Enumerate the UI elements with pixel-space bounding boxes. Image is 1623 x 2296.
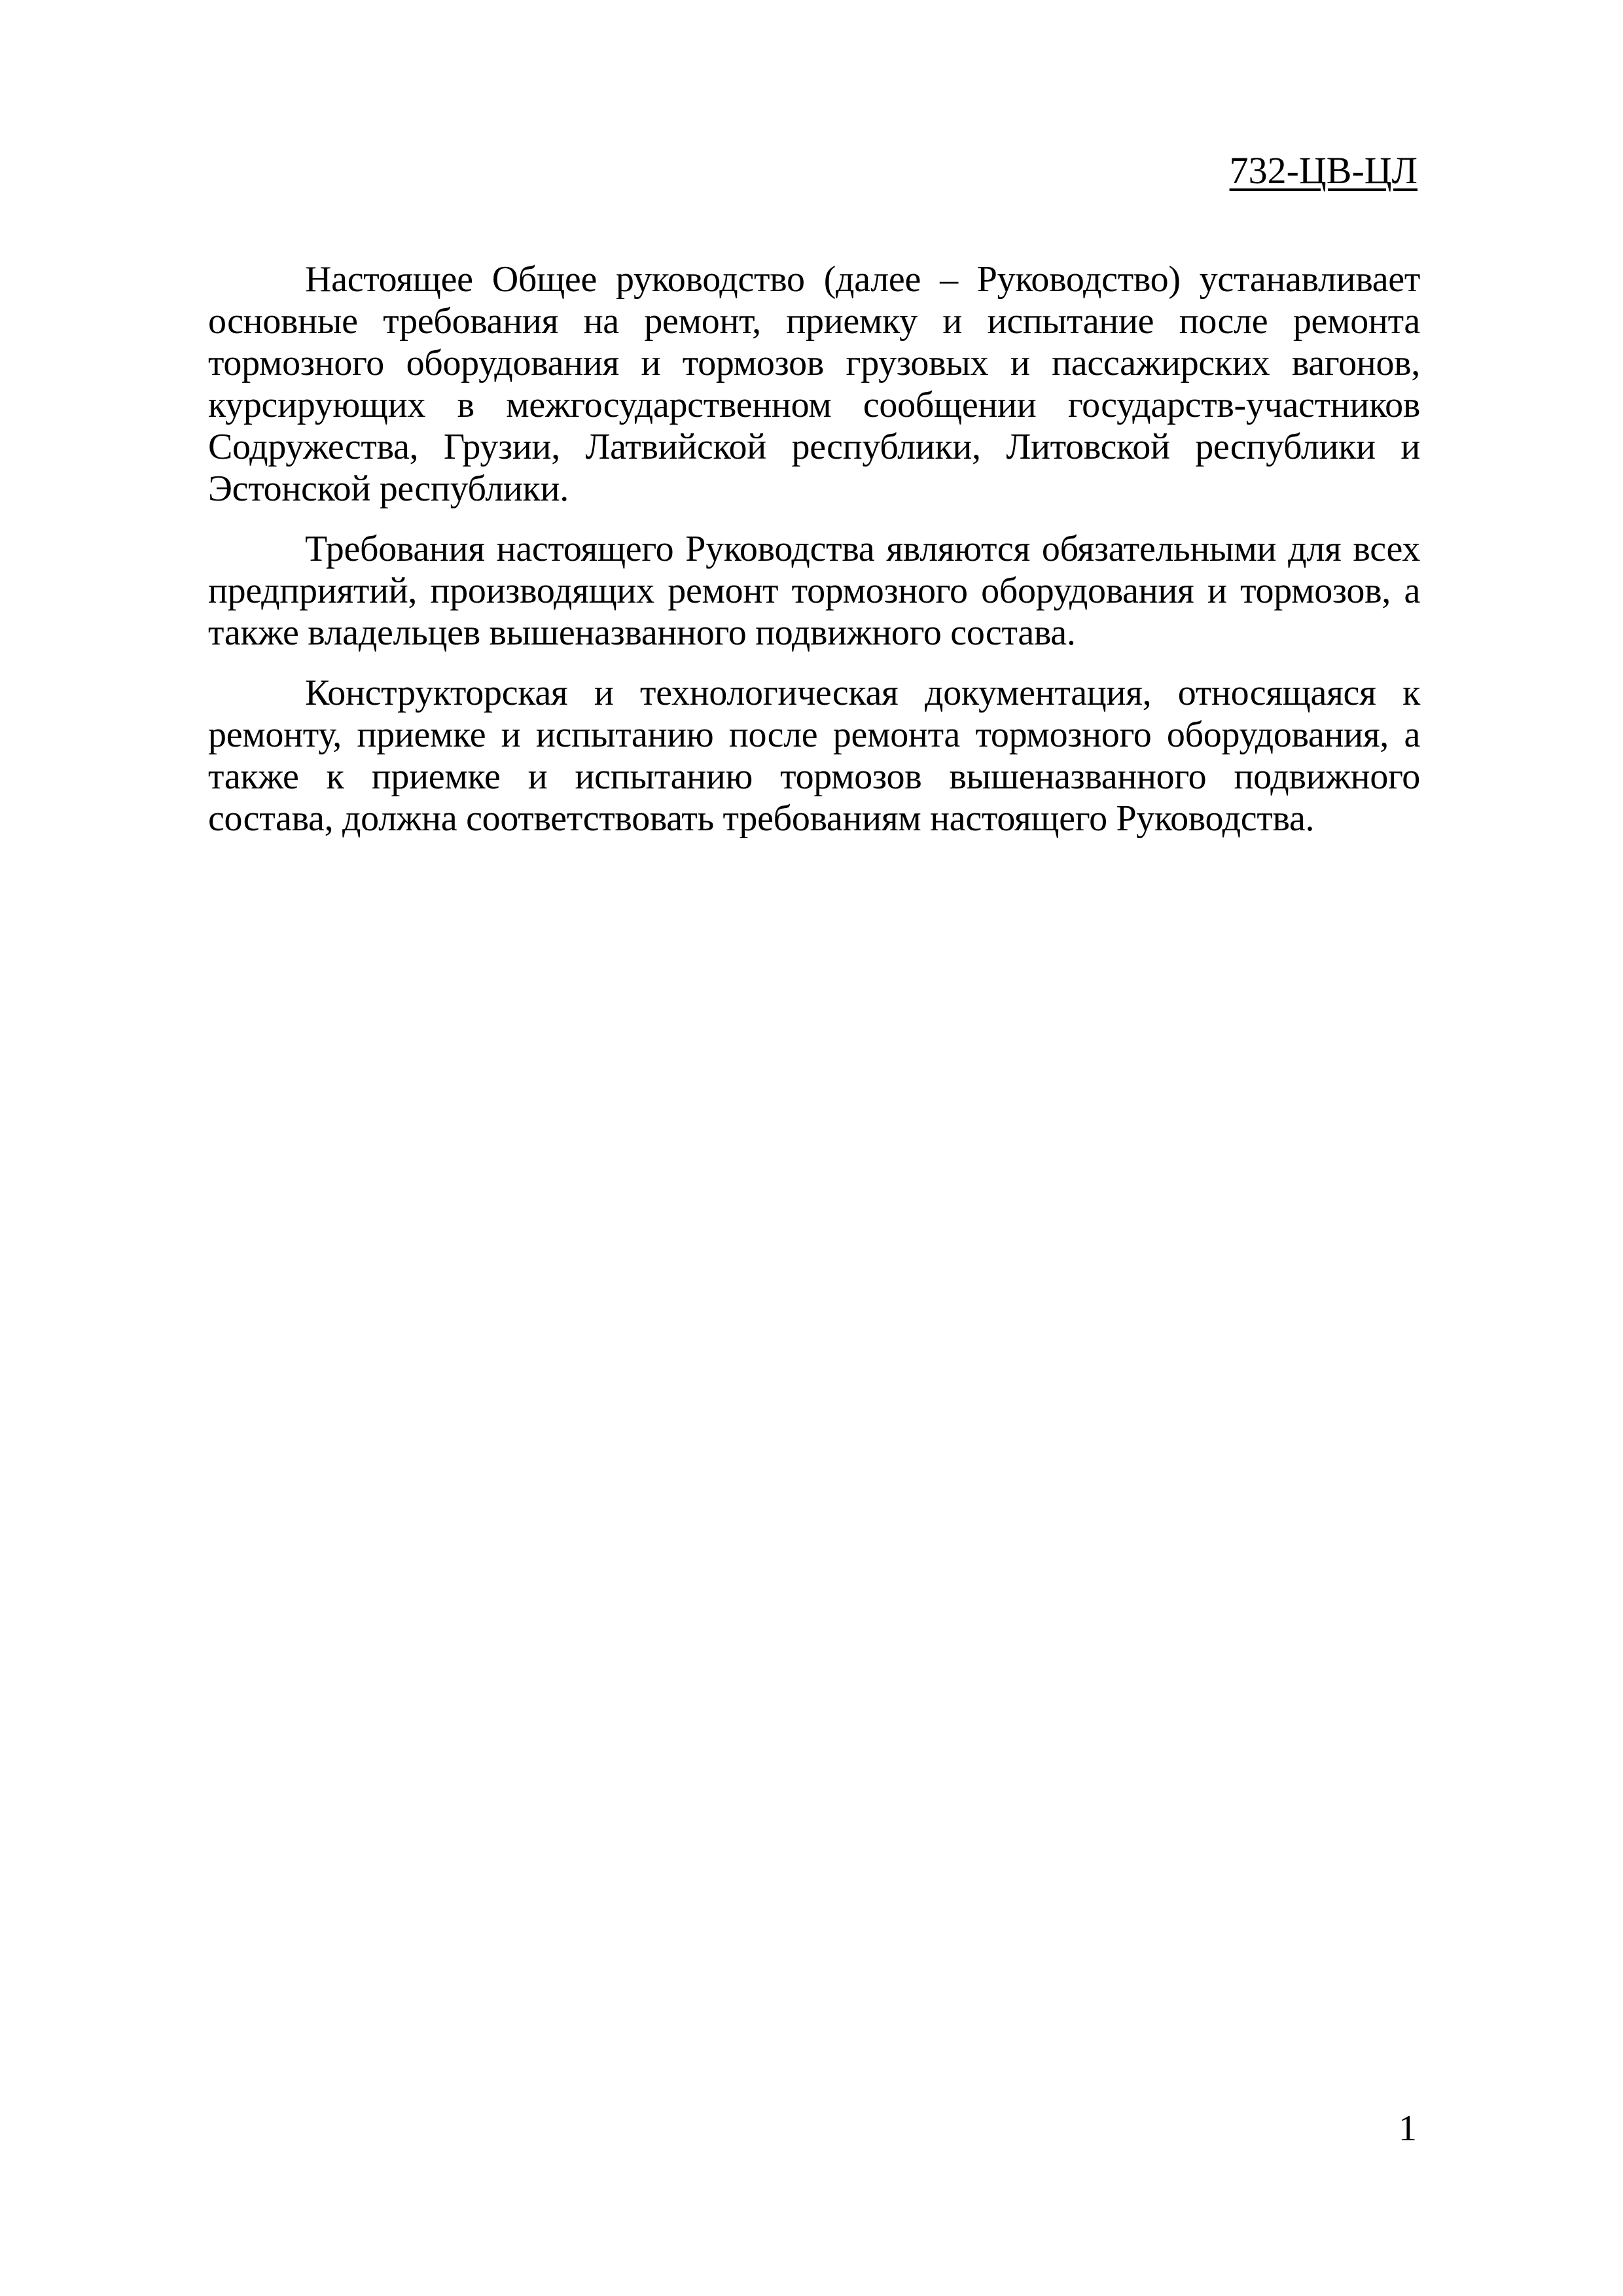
paragraph-documentation-compliance: Конструкторская и технологическая документация, относящаяся к ремонту, приемке и испытанию после ремонта тормозного оборудования, а также к приемке и испытанию тормозов вышеназванного подвижного состава, должна соответствовать требованиям настоящего Руководства. bbox=[208, 673, 1420, 839]
document-body bbox=[208, 258, 1420, 858]
paragraph-scope: Настоящее Общее руководство (далее – Руководство) устанавливает основные требования на ремонт, приемку и испытание после ремонта тормозного оборудования и тормозов грузовых и пассажирских вагонов, курсирующих в межгосударственном сообщении государств-участников Содружества, Грузии, Латвийской республики, Литовской республики и Эстонской республики. bbox=[208, 259, 1420, 509]
document-code: 732-ЦВ-ЦЛ bbox=[1229, 149, 1418, 192]
page-number: 1 bbox=[1399, 2108, 1417, 2149]
paragraph-mandatory-requirements: Требования настоящего Руководства являются обязательными для всех предприятий, производящих ремонт тормозного оборудования и тормозов, а также владельцев вышеназванного подвижного состава. bbox=[208, 529, 1420, 653]
